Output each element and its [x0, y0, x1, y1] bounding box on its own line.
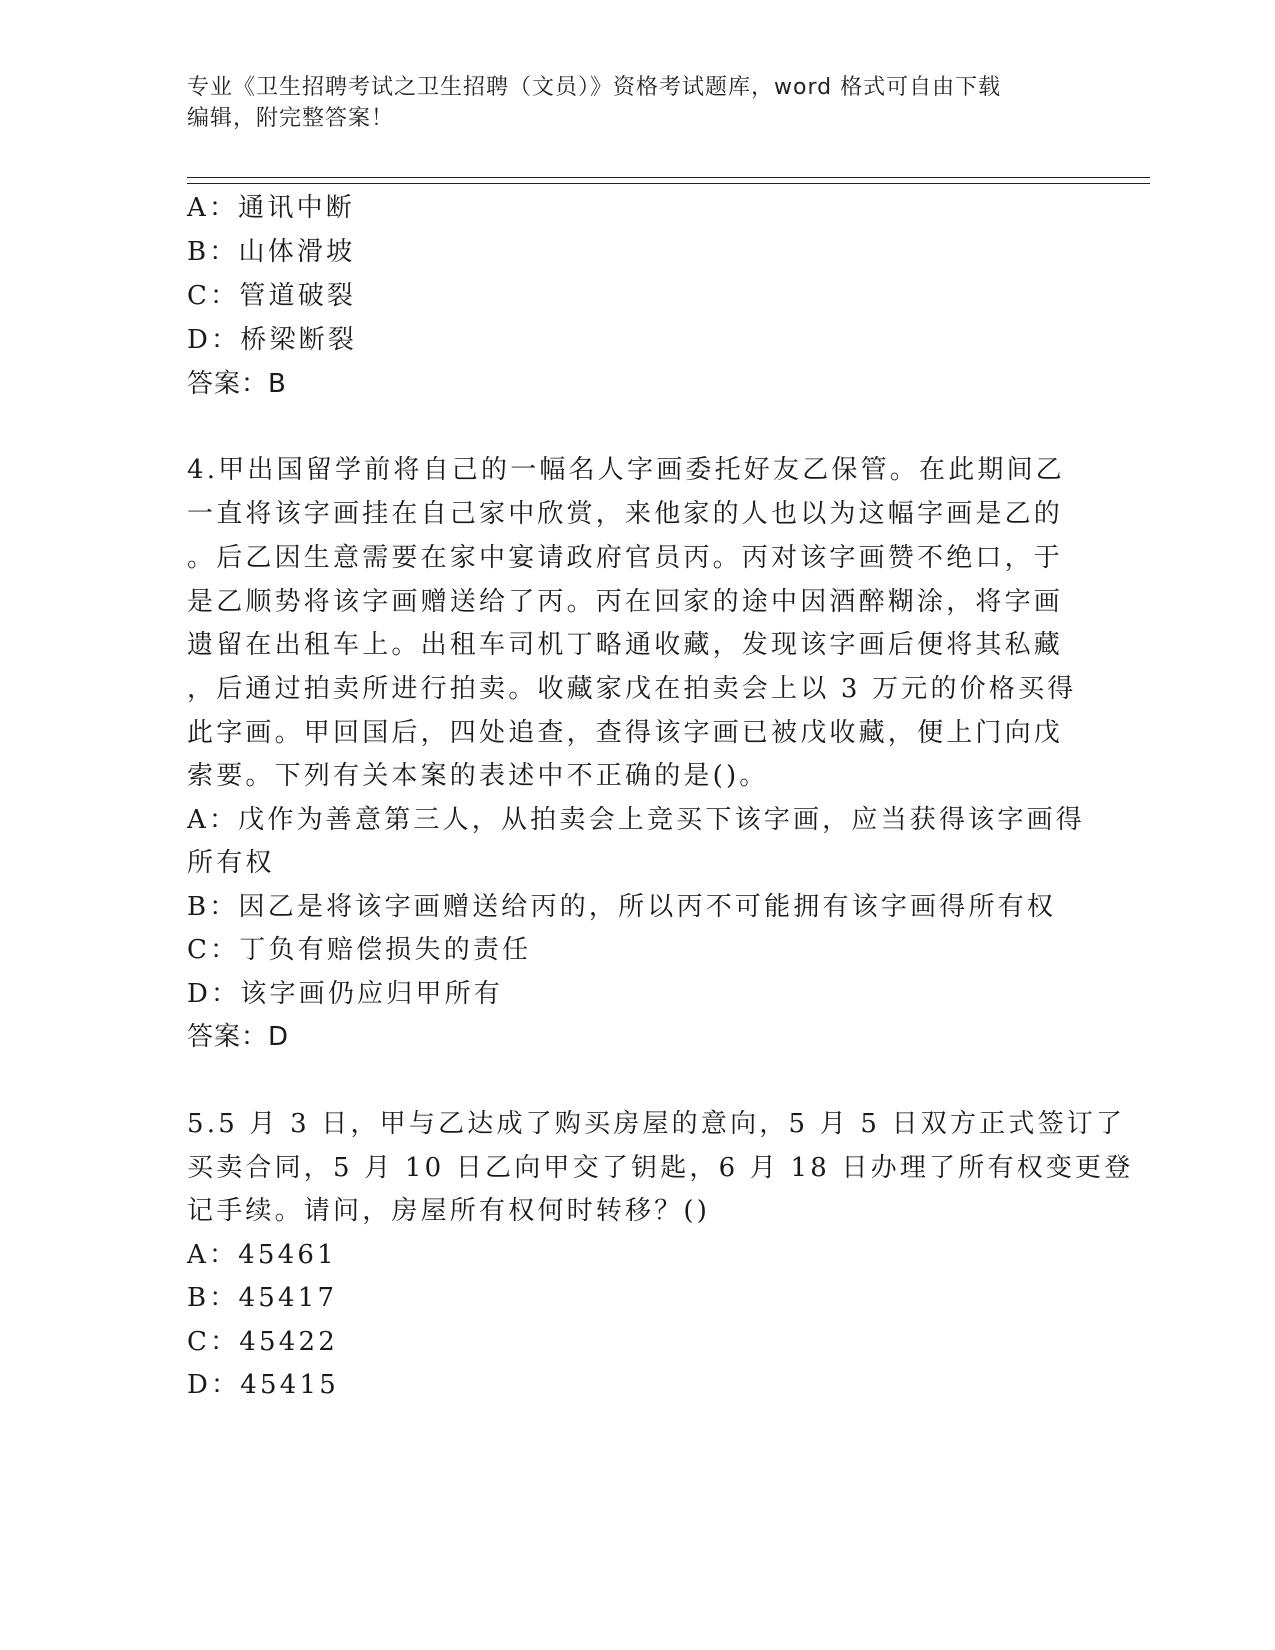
- q4-stem-line: 索要。下列有关本案的表述中不正确的是()。: [187, 761, 769, 791]
- header-divider: [187, 177, 1150, 184]
- q4-option-a-cont: 所有权: [187, 848, 275, 878]
- header-line-2: 编辑，附完整答案！: [187, 106, 395, 131]
- document-header: [187, 72, 1087, 134]
- q3-option-c: C：管道破裂: [187, 281, 357, 311]
- q5-option-c: C：45422: [187, 1327, 339, 1357]
- q3-answer: 答案：B: [187, 369, 287, 399]
- q4-option-d: D：该字画仍应归甲所有: [187, 979, 504, 1009]
- q5-stem-line: 记手续。请问，房屋所有权何时转移？(): [187, 1196, 711, 1226]
- q5-option-b: B：45417: [187, 1283, 338, 1313]
- q4-option-b: B：因乙是将该字画赠送给丙的，所以丙不可能拥有该字画得所有权: [187, 892, 1057, 922]
- q4-option-c: C：丁负有赔偿损失的责任: [187, 935, 532, 965]
- q5-stem-line: 买卖合同，5 月 10 日乙向甲交了钥匙，6 月 18 日办理了所有权变更登: [187, 1153, 1134, 1183]
- q3-option-b: B：山体滑坡: [187, 237, 356, 267]
- q4-stem-line: 。后乙因生意需要在家中宴请政府官员丙。丙对该字画赞不绝口，于: [187, 543, 1064, 573]
- q4-stem-line: 4.甲出国留学前将自己的一幅名人字画委托好友乙保管。在此期间乙: [187, 455, 1066, 485]
- q3-option-a: A：通讯中断: [187, 193, 355, 223]
- q3-option-d: D：桥梁断裂: [187, 325, 358, 355]
- q4-option-a: A：戊作为善意第三人，从拍卖会上竞买下该字画，应当获得该字画得: [187, 805, 1085, 835]
- header-line-1: 专业《卫生招聘考试之卫生招聘（文员）》资格考试题库，word 格式可自由下载: [187, 75, 1002, 100]
- q4-stem-line: 遗留在出租车上。出租车司机丁略通收藏，发现该字画后便将其私藏: [187, 630, 1064, 660]
- q4-stem-line: ，后通过拍卖所进行拍卖。收藏家戊在拍卖会上以 3 万元的价格买得: [187, 674, 1077, 704]
- q5-option-a: A：45461: [187, 1240, 337, 1270]
- q4-stem-line: 一直将该字画挂在自己家中欣赏，来他家的人也以为这幅字画是乙的: [187, 499, 1064, 529]
- q4-stem-line: 此字画。甲回国后，四处追查，查得该字画已被戊收藏，便上门向戊: [187, 718, 1064, 748]
- q4-stem-line: 是乙顺势将该字画赠送给了丙。丙在回家的途中因酒醉糊涂，将字画: [187, 587, 1064, 617]
- q4-answer: 答案：D: [187, 1022, 290, 1052]
- q5-stem-line: 5.5 月 3 日，甲与乙达成了购买房屋的意向，5 月 5 日双方正式签订了: [187, 1109, 1126, 1139]
- q5-option-d: D：45415: [187, 1370, 339, 1400]
